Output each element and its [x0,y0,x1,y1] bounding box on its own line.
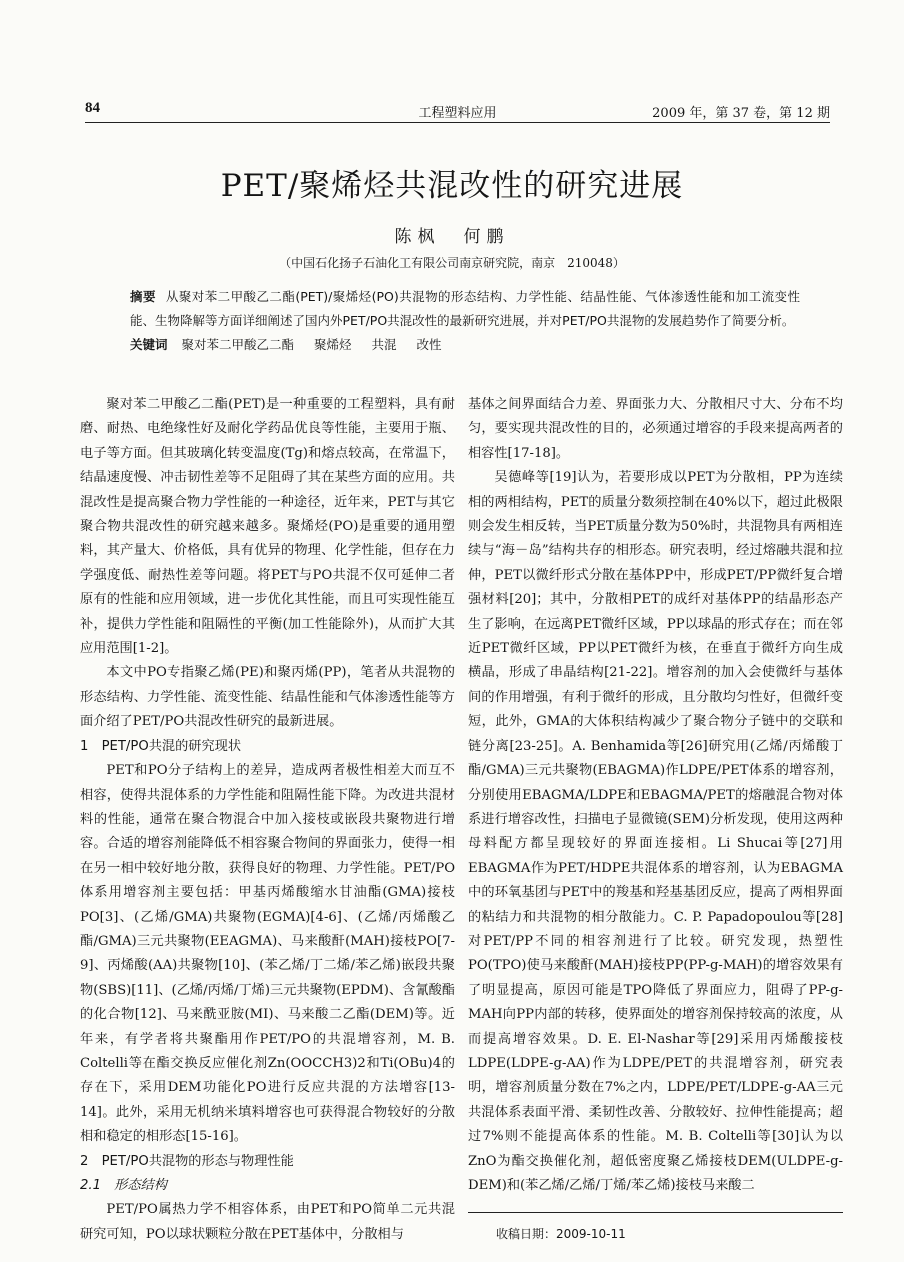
section-heading: 2 PET/PO共混物的形态与物理性能 [80,1153,294,1169]
subsection-heading: 2.1 形态结构 [80,1178,167,1193]
abstract-label: 摘要 [130,289,156,304]
keyword: 聚烯烃 [314,337,352,352]
body-paragraph: PET/PO属热力学不相容体系，由PET和PO简单二元共混研究可知，PO以球状颗粒分散在PET基体中，分散相与 [80,1202,455,1242]
section-heading: 1 PET/PO共混的研究现状 [80,738,242,754]
author-affiliation: （中国石化扬子石油化工有限公司南京研究院，南京 210048） [279,256,625,270]
body-paragraph: PET和PO分子结构上的差异，造成两者极性相差大而互不相容，使得共混体系的力学性能和阻隔性能下降。为改进共混材料的性能，通常在聚合物混合中加入接枝或嵌段共聚物进行增容。合适的增容剂能降低不相容聚合物间的界面张力，使得一相在另一相中较好地分散，获得良好的物理、力学性能。PET/PO体系用增容剂主要包括：甲基丙烯酸缩水甘油酯(GMA)接枝PO[3]、(乙烯/GMA)共聚物(EGMA)[4-6]、(乙烯/丙烯酸乙酯/GMA)三元共聚物(EEAGMA)、马来酸酐(MAH)接枝PO[7-9]、丙烯酸(AA)共聚物[10]、(苯乙烯/丁二烯/苯乙烯)嵌段共聚物(SBS)[11]、(乙烯/丙烯/丁烯)三元共聚物(EPDM)、含氰酸酯的化合物[12]、马来酰亚胺(MI)、马来酸二乙酯(DEM)等。近年来，有学者将共聚酯用作PET/PO的共混增容剂，M. B. Coltelli等在酯交换反应催化剂Zn(OOCCH3)2和Ti(OBu)4的存在下，采用DEM功能化PO进行反应共混的方法增容[13-14]。此外，采用无机纳米填料增容也可获得混合物较好的分散相和稳定的相形态[15-16]。 [80,763,455,1145]
received-date: 收稿日期：2009-10-11 [496,1227,626,1241]
keyword: 聚对苯二甲酸乙二酯 [181,337,295,352]
abstract-block [130,285,800,357]
body-paragraph: 聚对苯二甲酸乙二酯(PET)是一种重要的工程塑料，具有耐磨、耐热、电绝缘性好及耐化学药品优良等性能，主要用于瓶、电子等方面。但其玻璃化转变温度(Tg)和熔点较高，在常温下，结晶速度慢、冲击韧性差等不足阻碍了其在某些方面的应用。共混改性是提高聚合物力学性能的一种途径，近年来，PET与其它聚合物共混改性的研究越来越多。聚烯烃(PO)是重要的通用塑料，其产量大、价格低，具有优异的物理、化学性能，但存在力学强度低、耐热性差等问题。将PET与PO共混不仅可延伸二者原有的性能和应用领域，进一步优化其性能，而且可实现性能互补，提供力学性能和阻隔性的平衡(加工性能除外)，从而扩大其应用范围[1-2]。 [80,397,455,657]
body-paragraph: 吴德峰等[19]认为，若要形成以PET为分散相，PP为连续相的两相结构，PET的质量分数须控制在40%以下，超过此极限则会发生相反转，当PET质量分数为50%时，共混物具有两相连续与“海－岛”结构共存的相形态。研究表明，经过熔融共混和拉伸，PET以微纤形式分散在基体PP中，形成PET/PP微纤复合增强材料[20]；其中，分散相PET的成纤对基体PP的结晶形态产生了影响，在远离PET微纤区域，PP以球晶的形式存在；而在邻近PET微纤区域，PP以PET微纤为核，在垂直于微纤方向生成横晶，形成了串晶结构[21-22]。增容剂的加入会使微纤与基体间的作用增强，有利于微纤的形成，且分散均匀性好，但微纤变短，此外，GMA的大体积结构减少了聚合物分子链中的交联和链分离[23-25]。A. Benhamida等[26]研究用(乙烯/丙烯酸丁酯/GMA)三元共聚物(EBAGMA)作LDPE/PET体系的增容剂，分别使用EBAGMA/LDPE和EBAGMA/PET的熔融混合物对体系进行增容改性，扫描电子显微镜(SEM)分析发现，使用这两种母料配方都呈现较好的界面连接相。Li Shucai等[27]用EBAGMA作为PET/HDPE共混体系的增容剂，认为EBAGMA中的环氧基团与PET中的羧基和羟基基团反应，提高了两相界面的粘结力和共混物的相分散能力。C. P. Papadopoulou等[28]对PET/PP不同的相容剂进行了比较。研究发现，热塑性PO(TPO)使马来酸酐(MAH)接枝PP(PP-g-MAH)的增容效果有了明显提高，原因可能是TPO降低了界面应力，阻碍了PP-g-MAH向PP内部的转移，使界面处的增容剂保持较高的浓度，从而提高增容效果。D. E. El-Nashar等[29]采用丙烯酸接枝LDPE(LDPE-g-AA)作为LDPE/PET的共混增容剂，研究表明，增容剂质量分数在7%之内，LDPE/PET/LDPE-g-AA三元共混体系表面平滑、柔韧性改善、分散较好、拉伸性能提高；超过7%则不能提高体系的性能。M. B. Coltelli等[30]认为以ZnO为酯交换催化剂，超低密度聚乙烯接枝DEM(ULDPE-g-DEM)和(苯乙烯/乙烯/丁烯/苯乙烯)接枝马来酸二 [468,470,843,1193]
left-column [80,393,455,1247]
article-authors: 陈枫 何鹏 [394,227,510,247]
body-paragraph: 基体之间界面结合力差、界面张力大、分散相尺寸大、分布不均匀，要实现共混改性的目的，必须通过增容的手段来提高两者的相容性[17-18]。 [468,397,843,461]
volume-issue: 2009 年，第 37 卷，第 12 期 [652,106,830,121]
keyword: 共混 [371,337,397,352]
abstract-text: 从聚对苯二甲酸乙二酯(PET)/聚烯烃(PO)共混物的形态结构、力学性能、结晶性能、气体渗透性能和加工流变性能、生物降解等方面详细阐述了国内外PET/PO共混改性的最新研究进展，并对PET/PO共混物的发展趋势作了简要分析。 [130,289,800,328]
abstract-paragraph [130,285,800,333]
right-column [468,393,843,1198]
received-date-footnote [468,1212,843,1242]
journal-name: 工程塑料应用 [418,106,497,121]
body-paragraph: 本文中PO专指聚乙烯(PE)和聚丙烯(PP)，笔者从共混物的形态结构、力学性能、流变性能、结晶性能和气体渗透性能等方面介绍了PET/PO共混改性研究的最新进展。 [80,665,455,730]
keywords-label: 关键词 [130,337,168,352]
article-title: PET/聚烯烃共混改性的研究进展 [220,168,684,204]
running-header [85,100,830,123]
keywords-row [130,333,800,357]
keyword: 改性 [416,337,442,352]
page-number: 84 [85,100,100,116]
